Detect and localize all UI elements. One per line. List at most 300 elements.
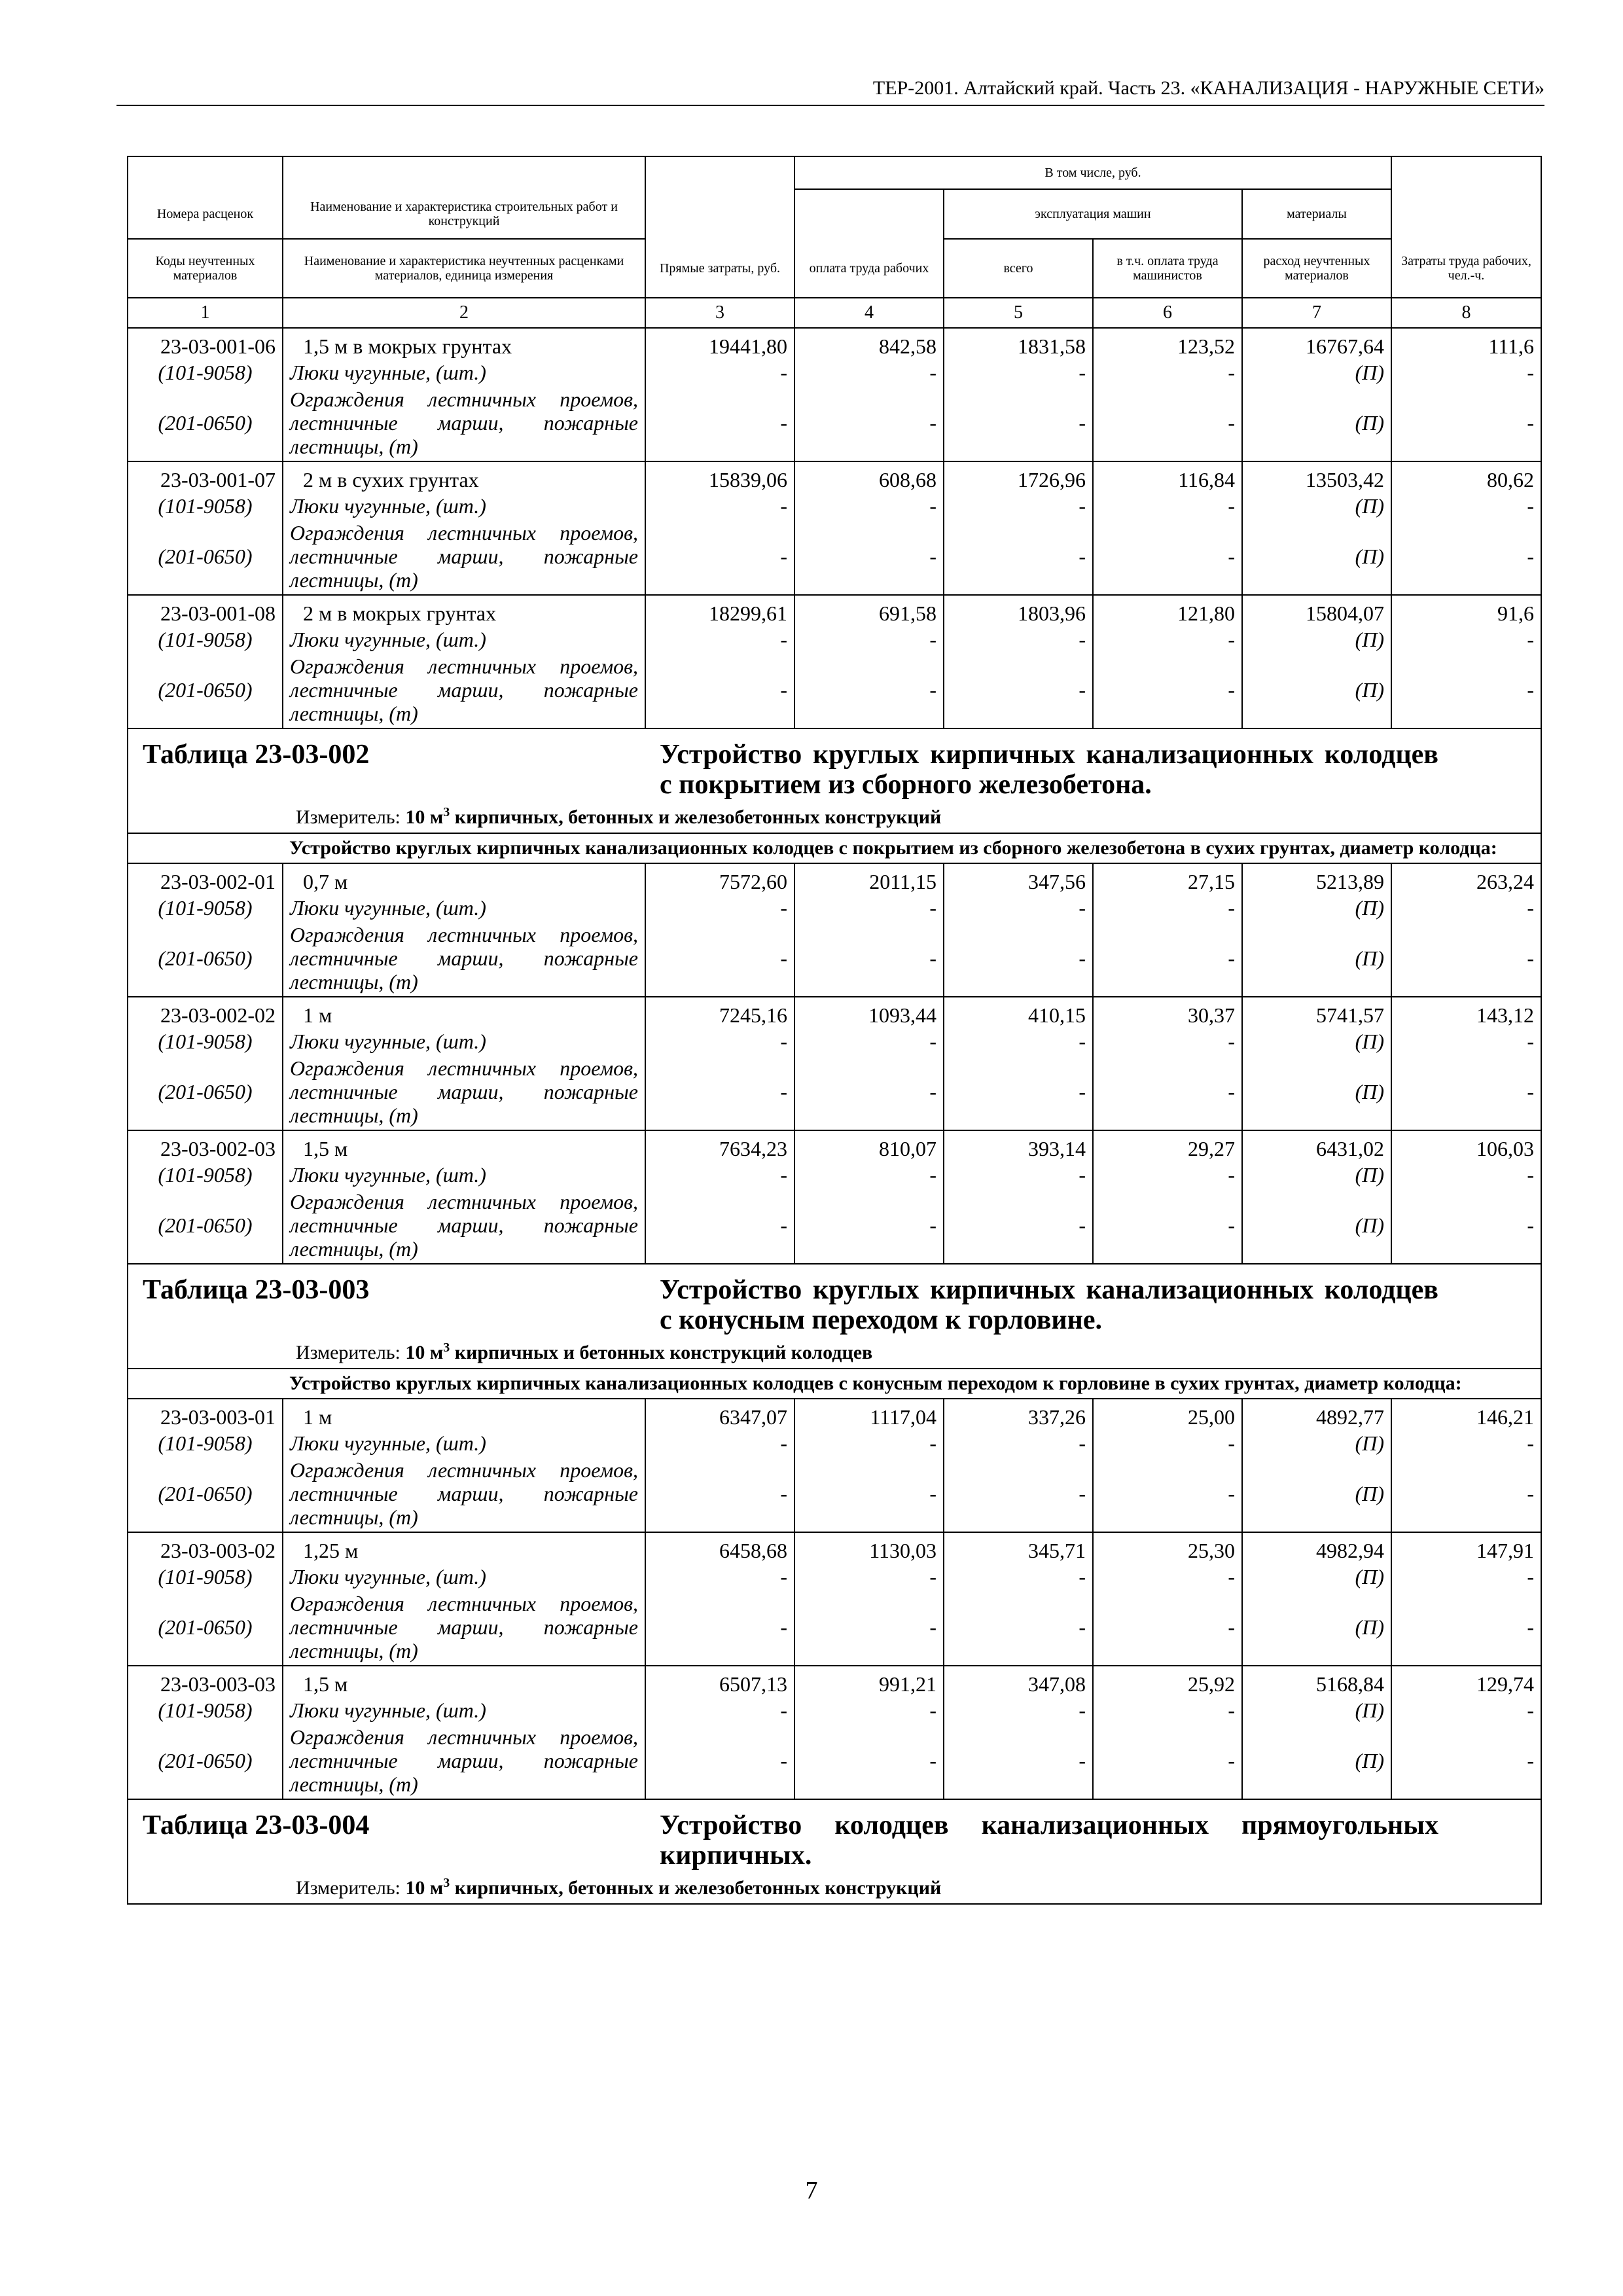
rate-value: 991,21	[794, 1666, 944, 1696]
table-number: Таблица 23-03-004	[143, 1810, 370, 1840]
material-dash: -	[645, 625, 794, 651]
material-dash: -	[794, 1027, 944, 1053]
material-row	[128, 920, 1541, 997]
table-description: Устройство круглых кирпичных канализационных колодцев с конусным переходом к горловине.	[660, 1275, 1438, 1335]
rate-value: 7634,23	[645, 1130, 794, 1160]
material-dash: -	[1093, 1187, 1242, 1264]
material-row	[128, 1187, 1541, 1264]
measure-value-text: 10 м	[405, 1342, 444, 1363]
material-name: Ограждения лестничных проемов, лестничные марши, пожарные лестницы, (т)	[283, 920, 645, 997]
rate-row	[128, 997, 1541, 1027]
material-dash: -	[944, 1027, 1093, 1053]
header-cell-labor-top	[794, 189, 944, 239]
column-number-row	[128, 298, 1541, 328]
column-number: 1	[128, 298, 283, 328]
header-labor-costs: Затраты труда рабочих, чел.-ч.	[1391, 239, 1541, 298]
measure-value	[405, 806, 941, 828]
material-dash: -	[645, 358, 794, 384]
rate-row	[128, 595, 1541, 625]
material-dash: -	[1391, 1160, 1541, 1187]
header-cell-empty-1	[128, 156, 283, 189]
rate-value: 29,27	[1093, 1130, 1242, 1160]
rate-code: 23-03-002-03	[128, 1130, 283, 1160]
material-note: (П)	[1242, 518, 1391, 595]
material-row	[128, 492, 1541, 518]
material-name: Ограждения лестничных проемов, лестничные марши, пожарные лестницы, (т)	[283, 1455, 645, 1532]
material-dash: -	[944, 1722, 1093, 1799]
material-dash: -	[1093, 893, 1242, 920]
table-caption-row	[128, 1264, 1541, 1369]
measure-unit	[135, 1342, 1534, 1364]
rate-value: 13503,42	[1242, 461, 1391, 492]
material-name: Люки чугунные, (шт.)	[283, 625, 645, 651]
measure-superscript: 3	[443, 805, 450, 819]
material-dash: -	[645, 893, 794, 920]
header-materials: материалы	[1242, 189, 1391, 239]
material-dash: -	[645, 1187, 794, 1264]
header-cell-direct-top	[645, 189, 794, 239]
table-number: Таблица 23-03-003	[143, 1275, 370, 1305]
rate-value: 7245,16	[645, 997, 794, 1027]
material-dash: -	[645, 1053, 794, 1130]
rate-code: 23-03-002-01	[128, 863, 283, 893]
measure-label: Измеритель:	[296, 1342, 401, 1363]
rate-value: 6431,02	[1242, 1130, 1391, 1160]
table-caption-row	[128, 728, 1541, 833]
material-dash: -	[645, 518, 794, 595]
material-name: Ограждения лестничных проемов, лестничные марши, пожарные лестницы, (т)	[283, 1053, 645, 1130]
material-dash: -	[1093, 358, 1242, 384]
rate-row	[128, 1130, 1541, 1160]
material-code: (201-0650)	[128, 518, 283, 595]
material-dash: -	[944, 1429, 1093, 1455]
header-including: В том числе, руб.	[794, 156, 1391, 189]
rate-value: 1117,04	[794, 1399, 944, 1429]
rate-value: 25,00	[1093, 1399, 1242, 1429]
header-total: всего	[944, 239, 1093, 298]
rate-row	[128, 1399, 1541, 1429]
rate-value: 116,84	[1093, 461, 1242, 492]
table-description: Устройство круглых кирпичных канализационных колодцев с покрытием из сборного железобетона.	[660, 740, 1438, 800]
material-code: (101-9058)	[128, 625, 283, 651]
material-name: Люки чугунные, (шт.)	[283, 358, 645, 384]
material-dash: -	[1391, 1429, 1541, 1455]
rate-value: 410,15	[944, 997, 1093, 1027]
material-note: (П)	[1242, 1722, 1391, 1799]
material-dash: -	[944, 1455, 1093, 1532]
measure-superscript: 3	[443, 1876, 450, 1890]
material-row	[128, 1027, 1541, 1053]
rate-value: 25,92	[1093, 1666, 1242, 1696]
material-code: (101-9058)	[128, 1027, 283, 1053]
material-dash: -	[645, 1588, 794, 1666]
material-note: (П)	[1242, 1429, 1391, 1455]
rate-value: 6507,13	[645, 1666, 794, 1696]
material-dash: -	[1093, 1053, 1242, 1130]
material-dash: -	[794, 651, 944, 728]
material-dash: -	[944, 1160, 1093, 1187]
rate-code: 23-03-003-03	[128, 1666, 283, 1696]
material-dash: -	[944, 651, 1093, 728]
measure-unit	[135, 806, 1534, 829]
material-name: Люки чугунные, (шт.)	[283, 893, 645, 920]
material-dash: -	[1391, 384, 1541, 461]
material-dash: -	[794, 1455, 944, 1532]
rate-code: 23-03-001-07	[128, 461, 283, 492]
material-dash: -	[1391, 1187, 1541, 1264]
material-dash: -	[1391, 1588, 1541, 1666]
rate-row	[128, 863, 1541, 893]
material-code: (101-9058)	[128, 492, 283, 518]
header-cell-empty-3	[645, 156, 794, 189]
rate-name: 1 м	[283, 1399, 645, 1429]
material-dash: -	[1391, 1562, 1541, 1588]
material-dash: -	[1093, 1722, 1242, 1799]
rate-value: 19441,80	[645, 328, 794, 358]
material-code: (201-0650)	[128, 1455, 283, 1532]
material-dash: -	[1391, 1696, 1541, 1722]
material-note: (П)	[1242, 1027, 1391, 1053]
column-number: 4	[794, 298, 944, 328]
material-dash: -	[645, 1429, 794, 1455]
material-dash: -	[1391, 1053, 1541, 1130]
material-dash: -	[1093, 1562, 1242, 1588]
material-code: (201-0650)	[128, 1588, 283, 1666]
material-row	[128, 1053, 1541, 1130]
material-row	[128, 1429, 1541, 1455]
material-code: (101-9058)	[128, 1562, 283, 1588]
material-note: (П)	[1242, 1160, 1391, 1187]
section-row	[128, 1369, 1541, 1399]
material-dash: -	[794, 518, 944, 595]
measure-rest: кирпичных, бетонных и железобетонных конструкций	[450, 1877, 942, 1899]
measure-value-text: 10 м	[405, 806, 444, 828]
rate-value: 1726,96	[944, 461, 1093, 492]
material-dash: -	[944, 1696, 1093, 1722]
material-name: Ограждения лестничных проемов, лестничные марши, пожарные лестницы, (т)	[283, 1588, 645, 1666]
material-name: Люки чугунные, (шт.)	[283, 1027, 645, 1053]
header-rule	[116, 105, 1544, 106]
material-row	[128, 1562, 1541, 1588]
column-number: 8	[1391, 298, 1541, 328]
rate-name: 2 м в сухих грунтах	[283, 461, 645, 492]
header-material-use: расход неучтенных материалов	[1242, 239, 1391, 298]
material-note: (П)	[1242, 1562, 1391, 1588]
header-labor-pay: оплата труда рабочих	[794, 239, 944, 298]
column-number: 5	[944, 298, 1093, 328]
material-row	[128, 1722, 1541, 1799]
material-name: Люки чугунные, (шт.)	[283, 1696, 645, 1722]
material-dash: -	[645, 651, 794, 728]
material-code: (101-9058)	[128, 1160, 283, 1187]
material-dash: -	[1391, 358, 1541, 384]
rate-value: 337,26	[944, 1399, 1093, 1429]
rate-value: 2011,15	[794, 863, 944, 893]
material-dash: -	[944, 893, 1093, 920]
material-code: (101-9058)	[128, 1429, 283, 1455]
material-note: (П)	[1242, 1187, 1391, 1264]
material-row	[128, 358, 1541, 384]
measure-value	[405, 1342, 872, 1363]
material-dash: -	[1093, 625, 1242, 651]
rate-code: 23-03-001-06	[128, 328, 283, 358]
material-dash: -	[645, 920, 794, 997]
material-dash: -	[1391, 1455, 1541, 1532]
material-dash: -	[794, 1562, 944, 1588]
table-title	[135, 1275, 1534, 1335]
material-row	[128, 1455, 1541, 1532]
rate-value: 1803,96	[944, 595, 1093, 625]
material-dash: -	[1391, 920, 1541, 997]
rate-value: 7572,60	[645, 863, 794, 893]
rate-value: 15839,06	[645, 461, 794, 492]
material-dash: -	[944, 384, 1093, 461]
rate-code: 23-03-001-08	[128, 595, 283, 625]
material-dash: -	[1391, 625, 1541, 651]
measure-unit	[135, 1877, 1534, 1899]
rate-name: 1,5 м	[283, 1130, 645, 1160]
material-dash: -	[1093, 1696, 1242, 1722]
material-note: (П)	[1242, 492, 1391, 518]
table-caption	[128, 1799, 1541, 1904]
material-code: (201-0650)	[128, 384, 283, 461]
material-note: (П)	[1242, 920, 1391, 997]
material-dash: -	[1093, 1588, 1242, 1666]
rate-value: 80,62	[1391, 461, 1541, 492]
material-name: Ограждения лестничных проемов, лестничные марши, пожарные лестницы, (т)	[283, 1722, 645, 1799]
rate-value: 608,68	[794, 461, 944, 492]
rate-value: 810,07	[794, 1130, 944, 1160]
rate-value: 147,91	[1391, 1532, 1541, 1562]
rate-name: 1,5 м в мокрых грунтах	[283, 328, 645, 358]
rate-row	[128, 328, 1541, 358]
header-material-codes: Коды неучтенных материалов	[128, 239, 283, 298]
rate-value: 4892,77	[1242, 1399, 1391, 1429]
material-row	[128, 384, 1541, 461]
header-machine-use: эксплуатация машин	[944, 189, 1242, 239]
material-code: (201-0650)	[128, 1053, 283, 1130]
material-dash: -	[794, 1722, 944, 1799]
section-row	[128, 833, 1541, 863]
material-note: (П)	[1242, 1696, 1391, 1722]
measure-superscript: 3	[443, 1340, 450, 1355]
material-dash: -	[1093, 1429, 1242, 1455]
material-note: (П)	[1242, 384, 1391, 461]
column-number: 6	[1093, 298, 1242, 328]
material-note: (П)	[1242, 893, 1391, 920]
material-code: (201-0650)	[128, 651, 283, 728]
table-caption	[128, 1264, 1541, 1369]
material-name: Люки чугунные, (шт.)	[283, 1429, 645, 1455]
material-name: Ограждения лестничных проемов, лестничные марши, пожарные лестницы, (т)	[283, 518, 645, 595]
measure-rest: кирпичных и бетонных конструкций колодцев	[450, 1342, 873, 1363]
rate-value: 347,08	[944, 1666, 1093, 1696]
material-dash: -	[1093, 1027, 1242, 1053]
material-code: (201-0650)	[128, 1187, 283, 1264]
table-caption	[128, 728, 1541, 833]
material-dash: -	[1391, 1722, 1541, 1799]
rate-value: 6458,68	[645, 1532, 794, 1562]
rate-row	[128, 1666, 1541, 1696]
header-direct-costs: Прямые затраты, руб.	[645, 239, 794, 298]
rate-value: 106,03	[1391, 1130, 1541, 1160]
table-description: Устройство колодцев канализационных прямоугольных кирпичных.	[660, 1810, 1438, 1871]
material-row	[128, 1160, 1541, 1187]
material-dash: -	[1093, 1160, 1242, 1187]
material-note: (П)	[1242, 625, 1391, 651]
rate-value: 842,58	[794, 328, 944, 358]
material-name: Люки чугунные, (шт.)	[283, 1160, 645, 1187]
material-code: (101-9058)	[128, 893, 283, 920]
material-dash: -	[944, 625, 1093, 651]
rate-name: 1,5 м	[283, 1666, 645, 1696]
rate-value: 1831,58	[944, 328, 1093, 358]
material-dash: -	[1391, 492, 1541, 518]
header-cell-labor-costs-top	[1391, 189, 1541, 239]
material-dash: -	[794, 384, 944, 461]
material-dash: -	[944, 492, 1093, 518]
section-heading: Устройство круглых кирпичных канализационных колодцев с покрытием из сборного железобетона в сухих грунтах, диаметр колодца:	[128, 833, 1541, 863]
material-dash: -	[1093, 920, 1242, 997]
rate-code: 23-03-003-02	[128, 1532, 283, 1562]
rate-value: 27,15	[1093, 863, 1242, 893]
rate-value: 16767,64	[1242, 328, 1391, 358]
material-name: Люки чугунные, (шт.)	[283, 492, 645, 518]
material-dash: -	[645, 1722, 794, 1799]
rate-name: 1,25 м	[283, 1532, 645, 1562]
material-dash: -	[944, 358, 1093, 384]
material-dash: -	[794, 358, 944, 384]
material-dash: -	[645, 492, 794, 518]
rate-value: 347,56	[944, 863, 1093, 893]
material-dash: -	[1093, 1455, 1242, 1532]
material-name: Ограждения лестничных проемов, лестничные марши, пожарные лестницы, (т)	[283, 651, 645, 728]
header-work-name: Наименование и характеристика строительных работ и конструкций	[283, 189, 645, 239]
material-name: Ограждения лестничных проемов, лестничные марши, пожарные лестницы, (т)	[283, 1187, 645, 1264]
rate-value: 1130,03	[794, 1532, 944, 1562]
rate-value: 18299,61	[645, 595, 794, 625]
rate-value: 5213,89	[1242, 863, 1391, 893]
rate-value: 111,6	[1391, 328, 1541, 358]
material-dash: -	[1093, 384, 1242, 461]
material-name: Ограждения лестничных проемов, лестничные марши, пожарные лестницы, (т)	[283, 384, 645, 461]
material-dash: -	[1093, 492, 1242, 518]
table-number: Таблица 23-03-002	[143, 740, 370, 770]
rate-name: 1 м	[283, 997, 645, 1027]
rate-name: 0,7 м	[283, 863, 645, 893]
material-dash: -	[944, 1562, 1093, 1588]
measure-value	[405, 1877, 941, 1899]
material-dash: -	[944, 1588, 1093, 1666]
table-caption-row	[128, 1799, 1541, 1904]
rate-value: 345,71	[944, 1532, 1093, 1562]
material-dash: -	[794, 1429, 944, 1455]
material-code: (201-0650)	[128, 920, 283, 997]
material-code: (201-0650)	[128, 1722, 283, 1799]
rate-value: 393,14	[944, 1130, 1093, 1160]
material-row	[128, 651, 1541, 728]
material-dash: -	[1093, 651, 1242, 728]
rate-value: 129,74	[1391, 1666, 1541, 1696]
rate-value: 15804,07	[1242, 595, 1391, 625]
material-note: (П)	[1242, 1455, 1391, 1532]
rate-code: 23-03-002-02	[128, 997, 283, 1027]
material-dash: -	[944, 518, 1093, 595]
table-title	[135, 740, 1534, 800]
material-dash: -	[645, 1455, 794, 1532]
running-header: ТЕР-2001. Алтайский край. Часть 23. «КАНАЛИЗАЦИЯ - НАРУЖНЫЕ СЕТИ»	[872, 77, 1544, 99]
measure-value-text: 10 м	[405, 1877, 444, 1899]
material-row	[128, 625, 1541, 651]
rate-code: 23-03-003-01	[128, 1399, 283, 1429]
material-dash: -	[645, 1160, 794, 1187]
column-number: 7	[1242, 298, 1391, 328]
rate-value: 5741,57	[1242, 997, 1391, 1027]
rate-value: 30,37	[1093, 997, 1242, 1027]
material-dash: -	[794, 920, 944, 997]
column-number: 2	[283, 298, 645, 328]
rate-value: 1093,44	[794, 997, 944, 1027]
rate-name: 2 м в мокрых грунтах	[283, 595, 645, 625]
material-dash: -	[794, 492, 944, 518]
material-dash: -	[794, 1187, 944, 1264]
column-number: 3	[645, 298, 794, 328]
material-note: (П)	[1242, 1053, 1391, 1130]
material-row	[128, 1696, 1541, 1722]
rates-table	[127, 156, 1542, 1905]
rate-value: 4982,94	[1242, 1532, 1391, 1562]
material-dash: -	[1391, 893, 1541, 920]
table-title	[135, 1810, 1534, 1871]
header-machinist-pay: в т.ч. оплата труда машинистов	[1093, 239, 1242, 298]
header-rate-number: Номера расценок	[128, 189, 283, 239]
material-dash: -	[1391, 518, 1541, 595]
rate-row	[128, 461, 1541, 492]
material-dash: -	[645, 1696, 794, 1722]
measure-rest: кирпичных, бетонных и железобетонных конструкций	[450, 806, 942, 828]
rate-value: 123,52	[1093, 328, 1242, 358]
section-heading: Устройство круглых кирпичных канализационных колодцев с конусным переходом к горловине в сухих грунтах, диаметр колодца:	[128, 1369, 1541, 1399]
material-code: (101-9058)	[128, 1696, 283, 1722]
rate-value: 691,58	[794, 595, 944, 625]
material-dash: -	[645, 1562, 794, 1588]
material-dash: -	[944, 1053, 1093, 1130]
material-dash: -	[794, 625, 944, 651]
measure-label: Измеритель:	[296, 1877, 401, 1899]
material-dash: -	[1391, 651, 1541, 728]
rate-value: 121,80	[1093, 595, 1242, 625]
material-dash: -	[794, 1696, 944, 1722]
material-dash: -	[794, 893, 944, 920]
material-dash: -	[944, 920, 1093, 997]
material-dash: -	[794, 1160, 944, 1187]
material-dash: -	[645, 1027, 794, 1053]
material-row	[128, 1588, 1541, 1666]
material-note: (П)	[1242, 358, 1391, 384]
material-dash: -	[794, 1053, 944, 1130]
material-dash: -	[1391, 1027, 1541, 1053]
rate-value: 5168,84	[1242, 1666, 1391, 1696]
material-name: Люки чугунные, (шт.)	[283, 1562, 645, 1588]
material-note: (П)	[1242, 1588, 1391, 1666]
header-cell-empty-2	[283, 156, 645, 189]
material-row	[128, 518, 1541, 595]
material-row	[128, 893, 1541, 920]
rate-value: 143,12	[1391, 997, 1541, 1027]
material-note: (П)	[1242, 651, 1391, 728]
rate-value: 91,6	[1391, 595, 1541, 625]
material-dash: -	[645, 384, 794, 461]
